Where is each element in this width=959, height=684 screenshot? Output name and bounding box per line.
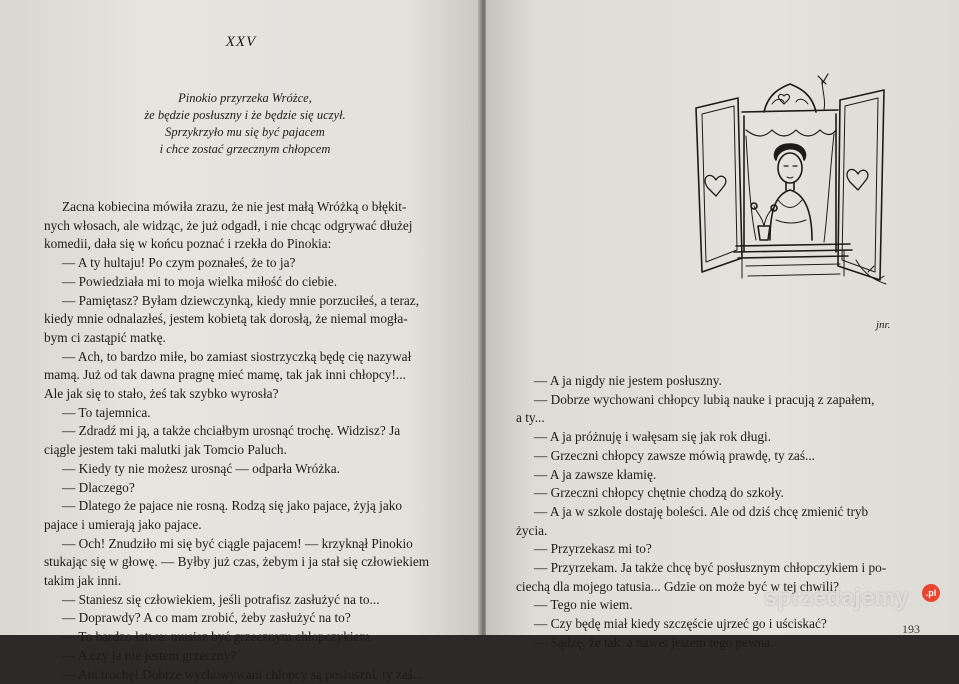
text-line: — Przyrzekam. Ja także chcę być posłusznym chłopczykiem i po- <box>534 560 887 576</box>
summary-line: że będzie posłuszny i że będzie się uczył. <box>144 108 346 122</box>
page-number: 193 <box>902 622 920 636</box>
text-line: — A czy ja nie jestem grzeczny? <box>62 647 237 663</box>
left-body-text <box>44 198 439 684</box>
text-line: — Staniesz się człowiekiem, jeśli potrafisz zasłużyć na to... <box>62 591 380 607</box>
text-line: — Kiedy ty nie możesz urosnąć — odparła Wróżka. <box>62 460 340 476</box>
text-line: — A ja w szkole dostaję boleści. Ale od dziś chcę zmienić tryb <box>534 503 869 519</box>
text-line: — Doprawdy? A co mam zrobić, żeby zasłużyć na to? <box>62 610 351 626</box>
text-line: — Powiedziała mi to moja wielka miłość do ciebie. <box>62 273 338 289</box>
text-line: pajace i umierają jako pajace. <box>44 516 202 532</box>
text-line: — A ja nigdy nie jestem posłuszny. <box>534 373 722 388</box>
watermark-badge: .pl <box>922 584 940 602</box>
text-line: — Zdradź mi ją, a także chciałbym urosnąć trochę. Widzisz? Ja <box>62 423 401 439</box>
text-line: — Pamiętasz? Byłam dziewczynką, kiedy mnie porzuciłeś, a teraz, <box>62 292 420 308</box>
summary-line: Pinokio przyrzeka Wróżce, <box>178 91 312 105</box>
text-line: komedii, dała się w końcu poznać i rzekła do Pinokia: <box>44 236 332 252</box>
text-line: — Dobrze wychowani chłopcy lubią nauke i pracują z zapałem, <box>534 391 875 407</box>
text-line: — Grzeczni chłopcy chętnie chodzą do szkoły. <box>534 485 784 501</box>
text-line: takim jak inni. <box>44 573 122 589</box>
text-line: ciągle jestem taki malutki jak Tomcio Paluch. <box>44 442 287 458</box>
illustration-signature: jnr. <box>876 319 891 331</box>
text-line: — Tego nie wiem. <box>534 597 633 613</box>
text-line: — Och! Znudziło mi się być ciągle pajacem! — krzyknął Pinokio <box>62 535 413 551</box>
chapter-summary <box>40 90 450 158</box>
text-line: — Dlatego że pajace nie rosną. Rodzą się jako pajace, żyją jako <box>62 498 403 514</box>
text-line: — Dlaczego? <box>62 479 135 495</box>
summary-line: Sprzykrzyło mu się być pajacem <box>165 125 325 139</box>
text-line: mamą. Już od tak dawna pragnę mieć mamę, tak jak inni chłopcy!... <box>44 367 406 383</box>
text-line: — A ja próżnuję i wałęsam się jak rok długi. <box>534 429 772 445</box>
text-line: Zacna kobiecina mówiła zrazu, że nie jest małą Wróżką o błękit- <box>62 199 407 214</box>
text-line: ciechą dla mojego tatusia... Gdzie on może być w tej chwili? <box>516 578 840 594</box>
text-line: — Ach, to bardzo miłe, bo zamiast siostrzyczką będę cię nazywał <box>62 348 412 364</box>
text-line: — To bardzo łatwe: musisz być grzecznym chłopczykiem. <box>62 629 374 645</box>
text-line: — Grzeczni chłopcy zawsze mówią prawdę, ty zaś... <box>534 447 815 463</box>
text-line: a ty... <box>516 410 545 426</box>
fairy-at-window-illustration <box>672 60 902 340</box>
text-line: kiedy mnie odnalazłeś, jestem kobietą tak dorosłą, że niemal mogła- <box>44 311 408 327</box>
text-line: Ale jak się to stało, żeś tak szybko wyrosła? <box>44 386 279 402</box>
text-line: — To tajemnica. <box>62 404 151 420</box>
text-line: nych włosach, ale widząc, że już odgadł, i nie chcąc odgrywać dłużej <box>44 217 413 233</box>
chapter-number: XXV <box>225 34 257 50</box>
text-line: — Sądzę, że tak, a nawet jestem tego pewna. <box>534 634 774 650</box>
text-line: stukając się w głowę. — Byłby już czas, żebym i ja stał się człowiekiem <box>44 554 430 570</box>
text-line: — Czy będę miał kiedy szczęście ujrzeć go i uściskać? <box>534 616 827 632</box>
summary-line: i chce zostać grzecznym chłopcem <box>159 142 331 156</box>
text-line: bym ci zastąpić matkę. <box>44 329 166 345</box>
watermark-logo: sprzedajemy <box>764 584 909 610</box>
text-line: — A ja zawsze kłamię. <box>534 466 657 482</box>
text-line: życia. <box>516 522 548 538</box>
text-line: — A ty hultaju! Po czym poznałeś, że to ja? <box>62 255 296 271</box>
text-line: — Przyrzekasz mi to? <box>534 541 652 557</box>
text-line: — Ani trochę! Dobrze wychowywani chłopcy są posłuszni, ty zaś... <box>62 666 423 682</box>
